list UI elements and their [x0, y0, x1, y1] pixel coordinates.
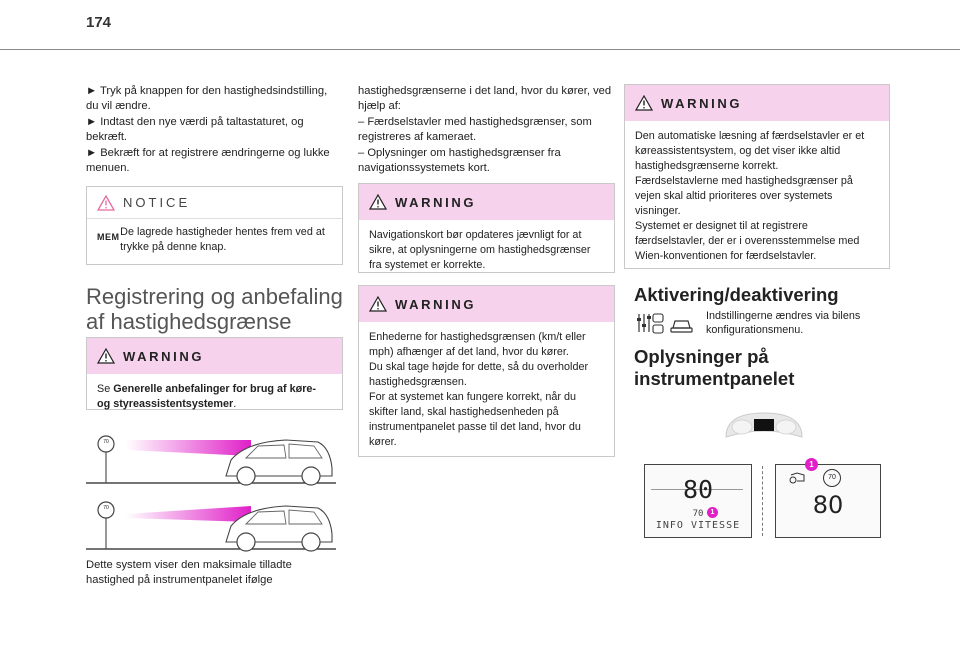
speed-sign-illustration-1 [86, 428, 346, 488]
steps-list [86, 84, 342, 176]
warning-box-4 [624, 84, 890, 269]
step-2: ► Indtast den nye værdi på taltastaturet, og bekræft. [86, 115, 342, 146]
warning-4-line-1: Den automatiske læsning af færdselstavler er et køreassistentsystem, og det viser ikke altid hastighedsgrænserne korrekt. [635, 130, 865, 172]
instrument-panel-icon [722, 407, 806, 443]
activation-title: Aktivering/deaktivering [634, 284, 839, 305]
intro-line-3: – Oplysninger om hastighedsgrænser fra navigationssystemets kort. [358, 146, 561, 175]
notice-header [87, 187, 342, 219]
warning-4-header [625, 85, 889, 121]
intro-line-1: hastighedsgrænserne i det land, hvor du kører, ved hjælp af: [358, 85, 612, 113]
cluster-right-sign: 70 [823, 469, 841, 487]
cluster-left-label: INFO VITESSE [655, 520, 741, 531]
speed-sign-2-value: 70 [103, 505, 109, 511]
warning-1-header [87, 338, 342, 374]
warning-2-header [359, 184, 614, 220]
section-title: Registrering og anbefaling af hastighedsgrænse [86, 284, 343, 334]
warning-4-text [625, 121, 889, 272]
warning-icon [369, 296, 387, 312]
intro-text [358, 84, 614, 176]
speed-limit-recognition-icon [788, 471, 810, 485]
display-section-title: Oplysninger på instrumentpanelet [634, 346, 795, 389]
warning-box-1 [86, 337, 343, 410]
speed-sign-1-value: 70 [103, 439, 109, 445]
cluster-separator [762, 466, 763, 536]
step-1: ► Tryk på knappen for den hastighedsindstilling, du vil ændre. [86, 84, 342, 115]
activation-text: Indstillingerne ændres via bilens konfigurationsmenu. [706, 310, 861, 336]
warning-box-2 [358, 183, 615, 273]
speed-sign-illustration-2 [86, 494, 346, 554]
warning-3-line-3: For at systemet kan fungere korrekt, når du skifter land, skal hastighedsenheden på instrumentpanelet passe til det land, hvor du kører. [369, 391, 581, 448]
marker-1-left: 1 [707, 507, 718, 518]
notice-text: De lagrede hastigheder hentes frem ved at trykke på denne knap. [120, 226, 325, 253]
marker-1-right: 1 [805, 458, 818, 471]
intro-line-2: – Færdselstavler med hastighedsgrænser, som registreres af kameraet. [358, 115, 592, 144]
cluster-display-right [775, 460, 881, 538]
warning-1-title: WARNING [123, 348, 205, 364]
cluster-left-speed: 80 [682, 475, 714, 504]
header-divider [0, 49, 960, 50]
warning-3-header [359, 286, 614, 322]
warning-1-bold: Generelle anbefalinger for brug af køre- og styreassistentsystemer [97, 383, 317, 410]
warning-2-text: Navigationskort bør opdateres jævnligt for at sikre, at oplysningerne om hastighedsgrænser fra systemet er korrekte. [369, 229, 591, 271]
notice-title: NOTICE [123, 195, 191, 210]
page-number: 174 [86, 14, 112, 31]
notice-warning-icon [97, 195, 115, 211]
warning-icon [97, 348, 115, 364]
warning-3-text [359, 322, 614, 458]
mem-button-icon: MEM [97, 232, 120, 242]
warning-4-line-2: Færdselstavlerne med hastighedsgrænser på vejen skal altid prioriteres over systemets visninger. [635, 175, 853, 217]
caption-text: Dette system viser den maksimale tilladte hastighed på instrumentpanelet ifølge [86, 559, 292, 587]
cluster-left-small-value: 70 [692, 509, 704, 519]
warning-icon [635, 95, 653, 111]
notice-box [86, 186, 343, 265]
warning-1-prefix: Se [97, 383, 114, 395]
warning-3-line-2: Du skal tage højde for dette, så du overholder hastighedsgrænsen. [369, 361, 589, 388]
warning-1-suffix: . [233, 398, 237, 410]
step-3: ► Bekræft for at registrere ændringerne og lukke menuen. [86, 146, 342, 177]
cluster-right-speed: 80 [812, 491, 844, 519]
cluster-display-left [644, 464, 752, 538]
warning-3-title: WARNING [395, 296, 477, 312]
warning-box-3 [358, 285, 615, 457]
warning-4-line-3: Systemet er designet til at registrere færdselstavler, der er i overensstemmelse med Wien-konventionen for færdselstavler. [635, 220, 860, 262]
warning-2-title: WARNING [395, 194, 477, 210]
warning-icon [369, 194, 387, 210]
warning-4-title: WARNING [661, 95, 743, 111]
warning-3-line-1: Enhederne for hastighedsgrænsen (km/t eller mph) afhænger af det land, hvor du kører. [369, 331, 586, 358]
warning-1-text [87, 374, 342, 420]
settings-menu-icon [636, 311, 698, 335]
